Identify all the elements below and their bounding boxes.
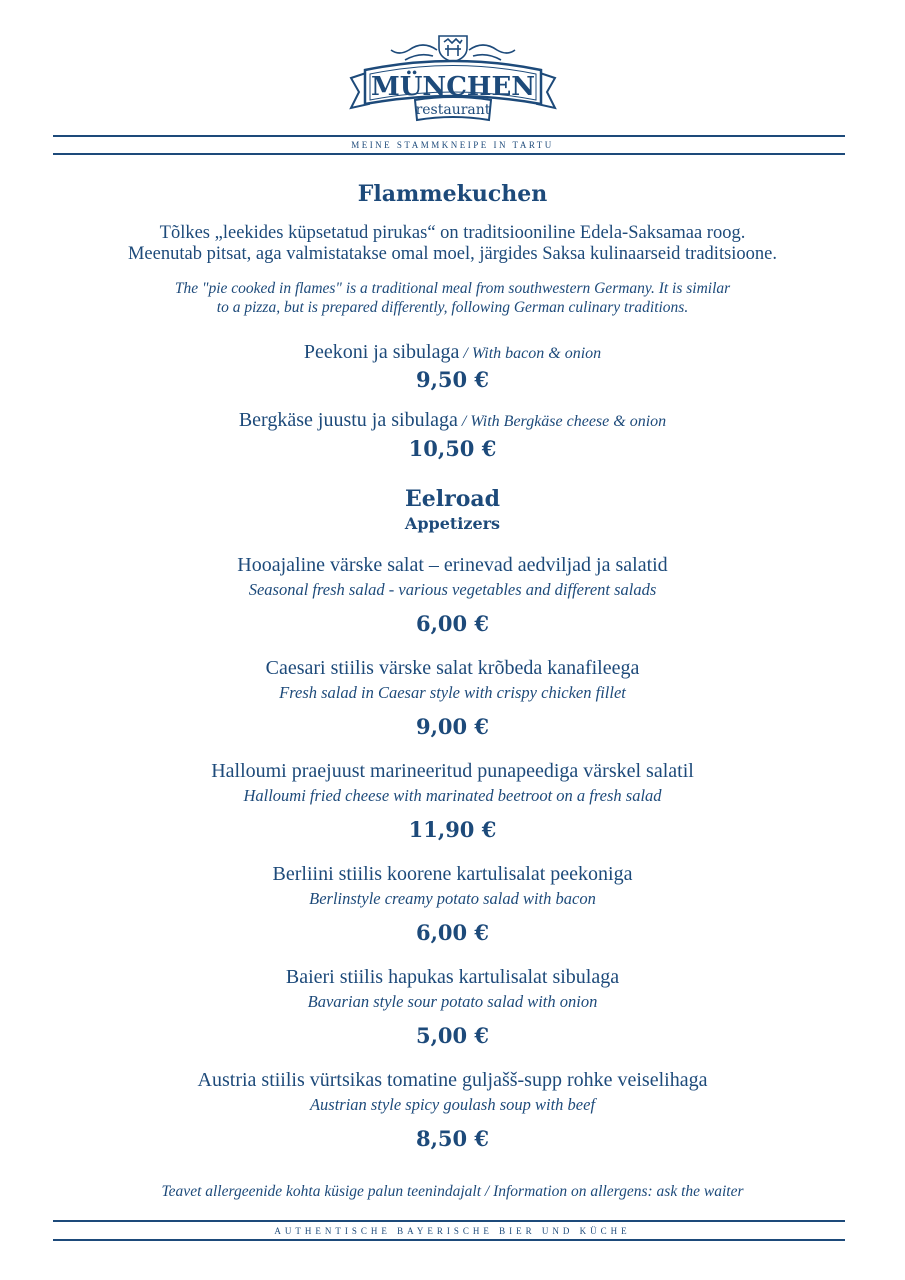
appetizer-name-en: Berlinstyle creamy potato salad with bacon	[309, 889, 596, 908]
allergen-note: Teavet allergeenide kohta küsige palun teenindajalt / Information on allergens: ask the waiter	[161, 1183, 744, 1200]
appetizer-price: 9,00 €	[415, 714, 490, 739]
appetizer-name-en: Seasonal fresh salad - various vegetables and different salads	[248, 580, 657, 599]
appetizer-name-en: Fresh salad in Caesar style with crispy chicken fillet	[279, 683, 626, 702]
restaurant-logo	[0, 30, 905, 128]
appetizer-price: 11,90 €	[408, 817, 497, 842]
intro-en-line: to a pizza, but is prepared differently, following German culinary traditions.	[216, 299, 689, 316]
intro-et-line: Tõlkes „leekides küpsetatud pirukas“ on traditsiooniline Edela-Saksamaa roog.	[159, 223, 746, 243]
logo-banner	[333, 30, 573, 128]
menu-item-price: 10,50 €	[408, 436, 497, 461]
appetizer-name-et: Halloumi praejuust marineeritud punapeediga värskel salatil	[211, 760, 694, 782]
intro-en-line: The "pie cooked in flames" is a traditional meal from southwestern Germany. It is similar	[174, 280, 731, 297]
header-rule-bottom	[53, 153, 845, 155]
appetizer-name-et: Hooajaline värske salat – erinevad aedviljad ja salatid	[237, 554, 668, 576]
appetizer-name-en: Bavarian style sour potato salad with onion	[307, 992, 598, 1011]
intro-en	[0, 279, 905, 317]
appetizer-price: 6,00 €	[415, 920, 490, 945]
section-subtitle-appetizers: Appetizers	[404, 514, 501, 533]
item-name-en: With Bergkäse cheese & onion	[470, 413, 667, 430]
appetizer-name-et: Caesari stiilis värske salat krõbeda kanafileega	[265, 657, 640, 679]
appetizer-name-et: Baieri stiilis hapukas kartulisalat sibulaga	[285, 966, 620, 988]
item-name-et: Peekoni ja sibulaga	[303, 341, 460, 363]
footer-rule-top	[53, 1220, 845, 1222]
crest-icon	[391, 36, 515, 62]
section-title-flammekuchen: Flammekuchen	[357, 181, 548, 207]
brand-subtitle: restaurant	[415, 102, 490, 118]
appetizer-name-en: Halloumi fried cheese with marinated beetroot on a fresh salad	[243, 786, 662, 805]
item-name-et: Bergkäse juustu ja sibulaga	[238, 409, 458, 431]
footer-tagline: AUTHENTISCHE BAYERISCHE BIER UND KÜCHE	[274, 1226, 631, 1236]
footer-rule-bottom	[53, 1239, 845, 1241]
appetizer-name-et: Austria stiilis vürtsikas tomatine guljašš-supp rohke veiselihaga	[197, 1069, 708, 1091]
intro-et-line: Meenutab pitsat, aga valmistatakse omal moel, järgides Saksa kulinaarseid traditsioone.	[127, 244, 778, 264]
header-rule-top	[53, 135, 845, 137]
appetizer-price: 8,50 €	[415, 1126, 490, 1151]
section-title-eelroad: Eelroad	[404, 486, 501, 512]
appetizer-price: 6,00 €	[415, 611, 490, 636]
brand-name: MÜNCHEN	[370, 72, 535, 102]
item-separator: /	[457, 413, 471, 430]
intro-et	[0, 223, 905, 265]
item-name-en: With bacon & onion	[471, 345, 602, 362]
appetizer-name-et: Berliini stiilis koorene kartulisalat peekoniga	[272, 863, 633, 885]
appetizer-name-en: Austrian style spicy goulash soup with beef	[309, 1095, 596, 1114]
item-separator: /	[459, 345, 472, 362]
menu-item-name	[0, 341, 905, 364]
tagline: MEINE STAMMKNEIPE IN TARTU	[351, 140, 554, 150]
appetizer-price: 5,00 €	[415, 1023, 490, 1048]
menu-item-price: 9,50 €	[415, 367, 490, 392]
menu-item-name	[0, 409, 905, 432]
